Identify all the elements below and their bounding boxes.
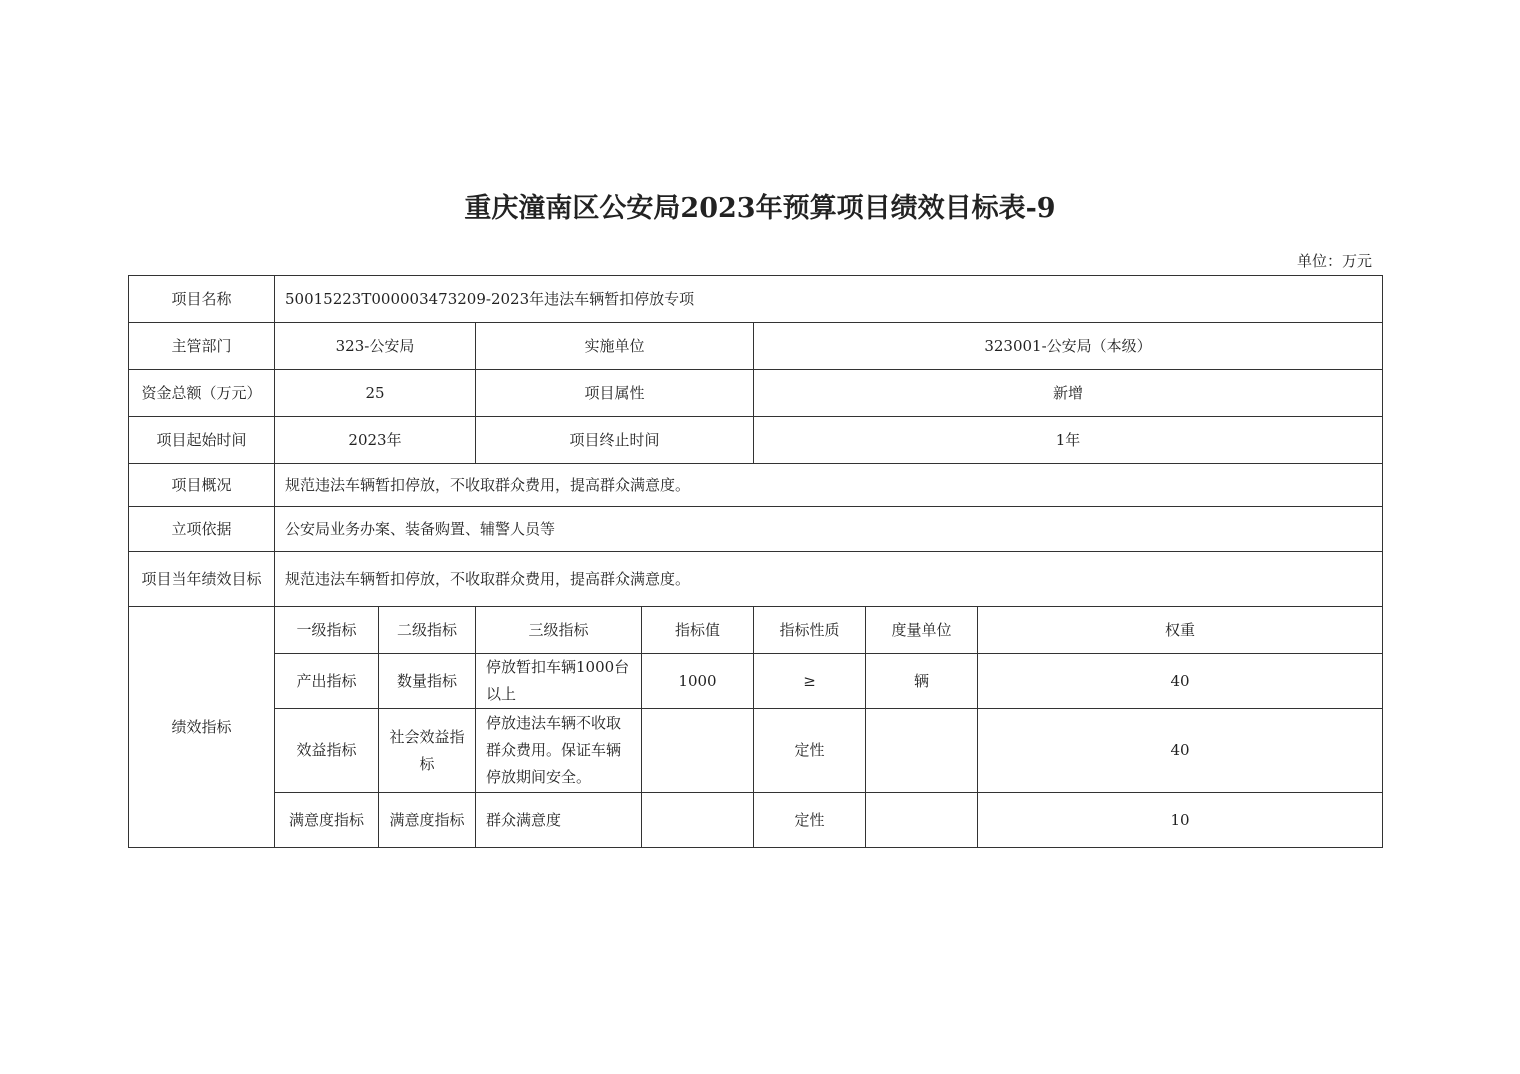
- goal-label: 项目当年绩效目标: [129, 552, 275, 607]
- indicator-level1: 效益指标: [275, 709, 379, 793]
- end-value: 1年: [754, 417, 1383, 464]
- end-label: 项目终止时间: [476, 417, 754, 464]
- indicator-weight: 10: [978, 793, 1383, 848]
- indicator-nature: 定性: [754, 793, 866, 848]
- indicator-row: [129, 793, 1383, 848]
- indicator-level2: 满意度指标: [379, 793, 476, 848]
- overview-value: 规范违法车辆暂扣停放，不收取群众费用，提高群众满意度。: [275, 464, 1383, 507]
- impl-value: 323001-公安局（本级）: [754, 323, 1383, 370]
- indicator-level2: 社会效益指标: [379, 709, 476, 793]
- table-row: [129, 370, 1383, 417]
- page-title: 重庆潼南区公安局2023年预算项目绩效目标表-9: [464, 193, 1056, 224]
- start-label: 项目起始时间: [129, 417, 275, 464]
- table-row: [129, 323, 1383, 370]
- indicator-weight: 40: [978, 709, 1383, 793]
- performance-table: [128, 275, 1383, 848]
- fund-value: 25: [275, 370, 476, 417]
- indicator-unit: 辆: [866, 654, 978, 709]
- table-row: [129, 464, 1383, 507]
- header-level1: 一级指标: [275, 607, 379, 654]
- dept-label: 主管部门: [129, 323, 275, 370]
- indicator-unit: [866, 709, 978, 793]
- table-row: [129, 507, 1383, 552]
- attr-value: 新增: [754, 370, 1383, 417]
- indicator-value: [642, 709, 754, 793]
- fund-label: 资金总额（万元）: [129, 370, 275, 417]
- basis-value: 公安局业务办案、装备购置、辅警人员等: [275, 507, 1383, 552]
- indicator-level2: 数量指标: [379, 654, 476, 709]
- start-value: 2023年: [275, 417, 476, 464]
- indicator-level3: 停放暂扣车辆1000台以上: [476, 654, 642, 709]
- indicator-nature: ≥: [754, 654, 866, 709]
- indicator-row: [129, 654, 1383, 709]
- goal-value: 规范违法车辆暂扣停放，不收取群众费用，提高群众满意度。: [275, 552, 1383, 607]
- unit-label: 单位：万元: [1296, 252, 1372, 270]
- indicator-weight: 40: [978, 654, 1383, 709]
- attr-label: 项目属性: [476, 370, 754, 417]
- impl-label: 实施单位: [476, 323, 754, 370]
- table-row: [129, 417, 1383, 464]
- project-name-label: 项目名称: [129, 276, 275, 323]
- overview-label: 项目概况: [129, 464, 275, 507]
- indicator-level1: 产出指标: [275, 654, 379, 709]
- header-weight: 权重: [978, 607, 1383, 654]
- indicator-header-row: [129, 607, 1383, 654]
- indicator-row: [129, 709, 1383, 793]
- indicator-level3: 停放违法车辆不收取群众费用。保证车辆停放期间安全。: [476, 709, 642, 793]
- indicator-level3: 群众满意度: [476, 793, 642, 848]
- project-name-value: 50015223T000003473209-2023年违法车辆暂扣停放专项: [275, 276, 1383, 323]
- table-row: [129, 552, 1383, 607]
- table-row: [129, 276, 1383, 323]
- header-level3: 三级指标: [476, 607, 642, 654]
- indicator-nature: 定性: [754, 709, 866, 793]
- header-unit: 度量单位: [866, 607, 978, 654]
- indicator-value: 1000: [642, 654, 754, 709]
- indicators-section-label: 绩效指标: [129, 607, 275, 848]
- header-nature: 指标性质: [754, 607, 866, 654]
- header-level2: 二级指标: [379, 607, 476, 654]
- indicator-level1: 满意度指标: [275, 793, 379, 848]
- indicator-value: [642, 793, 754, 848]
- indicator-unit: [866, 793, 978, 848]
- basis-label: 立项依据: [129, 507, 275, 552]
- dept-value: 323-公安局: [275, 323, 476, 370]
- header-value: 指标值: [642, 607, 754, 654]
